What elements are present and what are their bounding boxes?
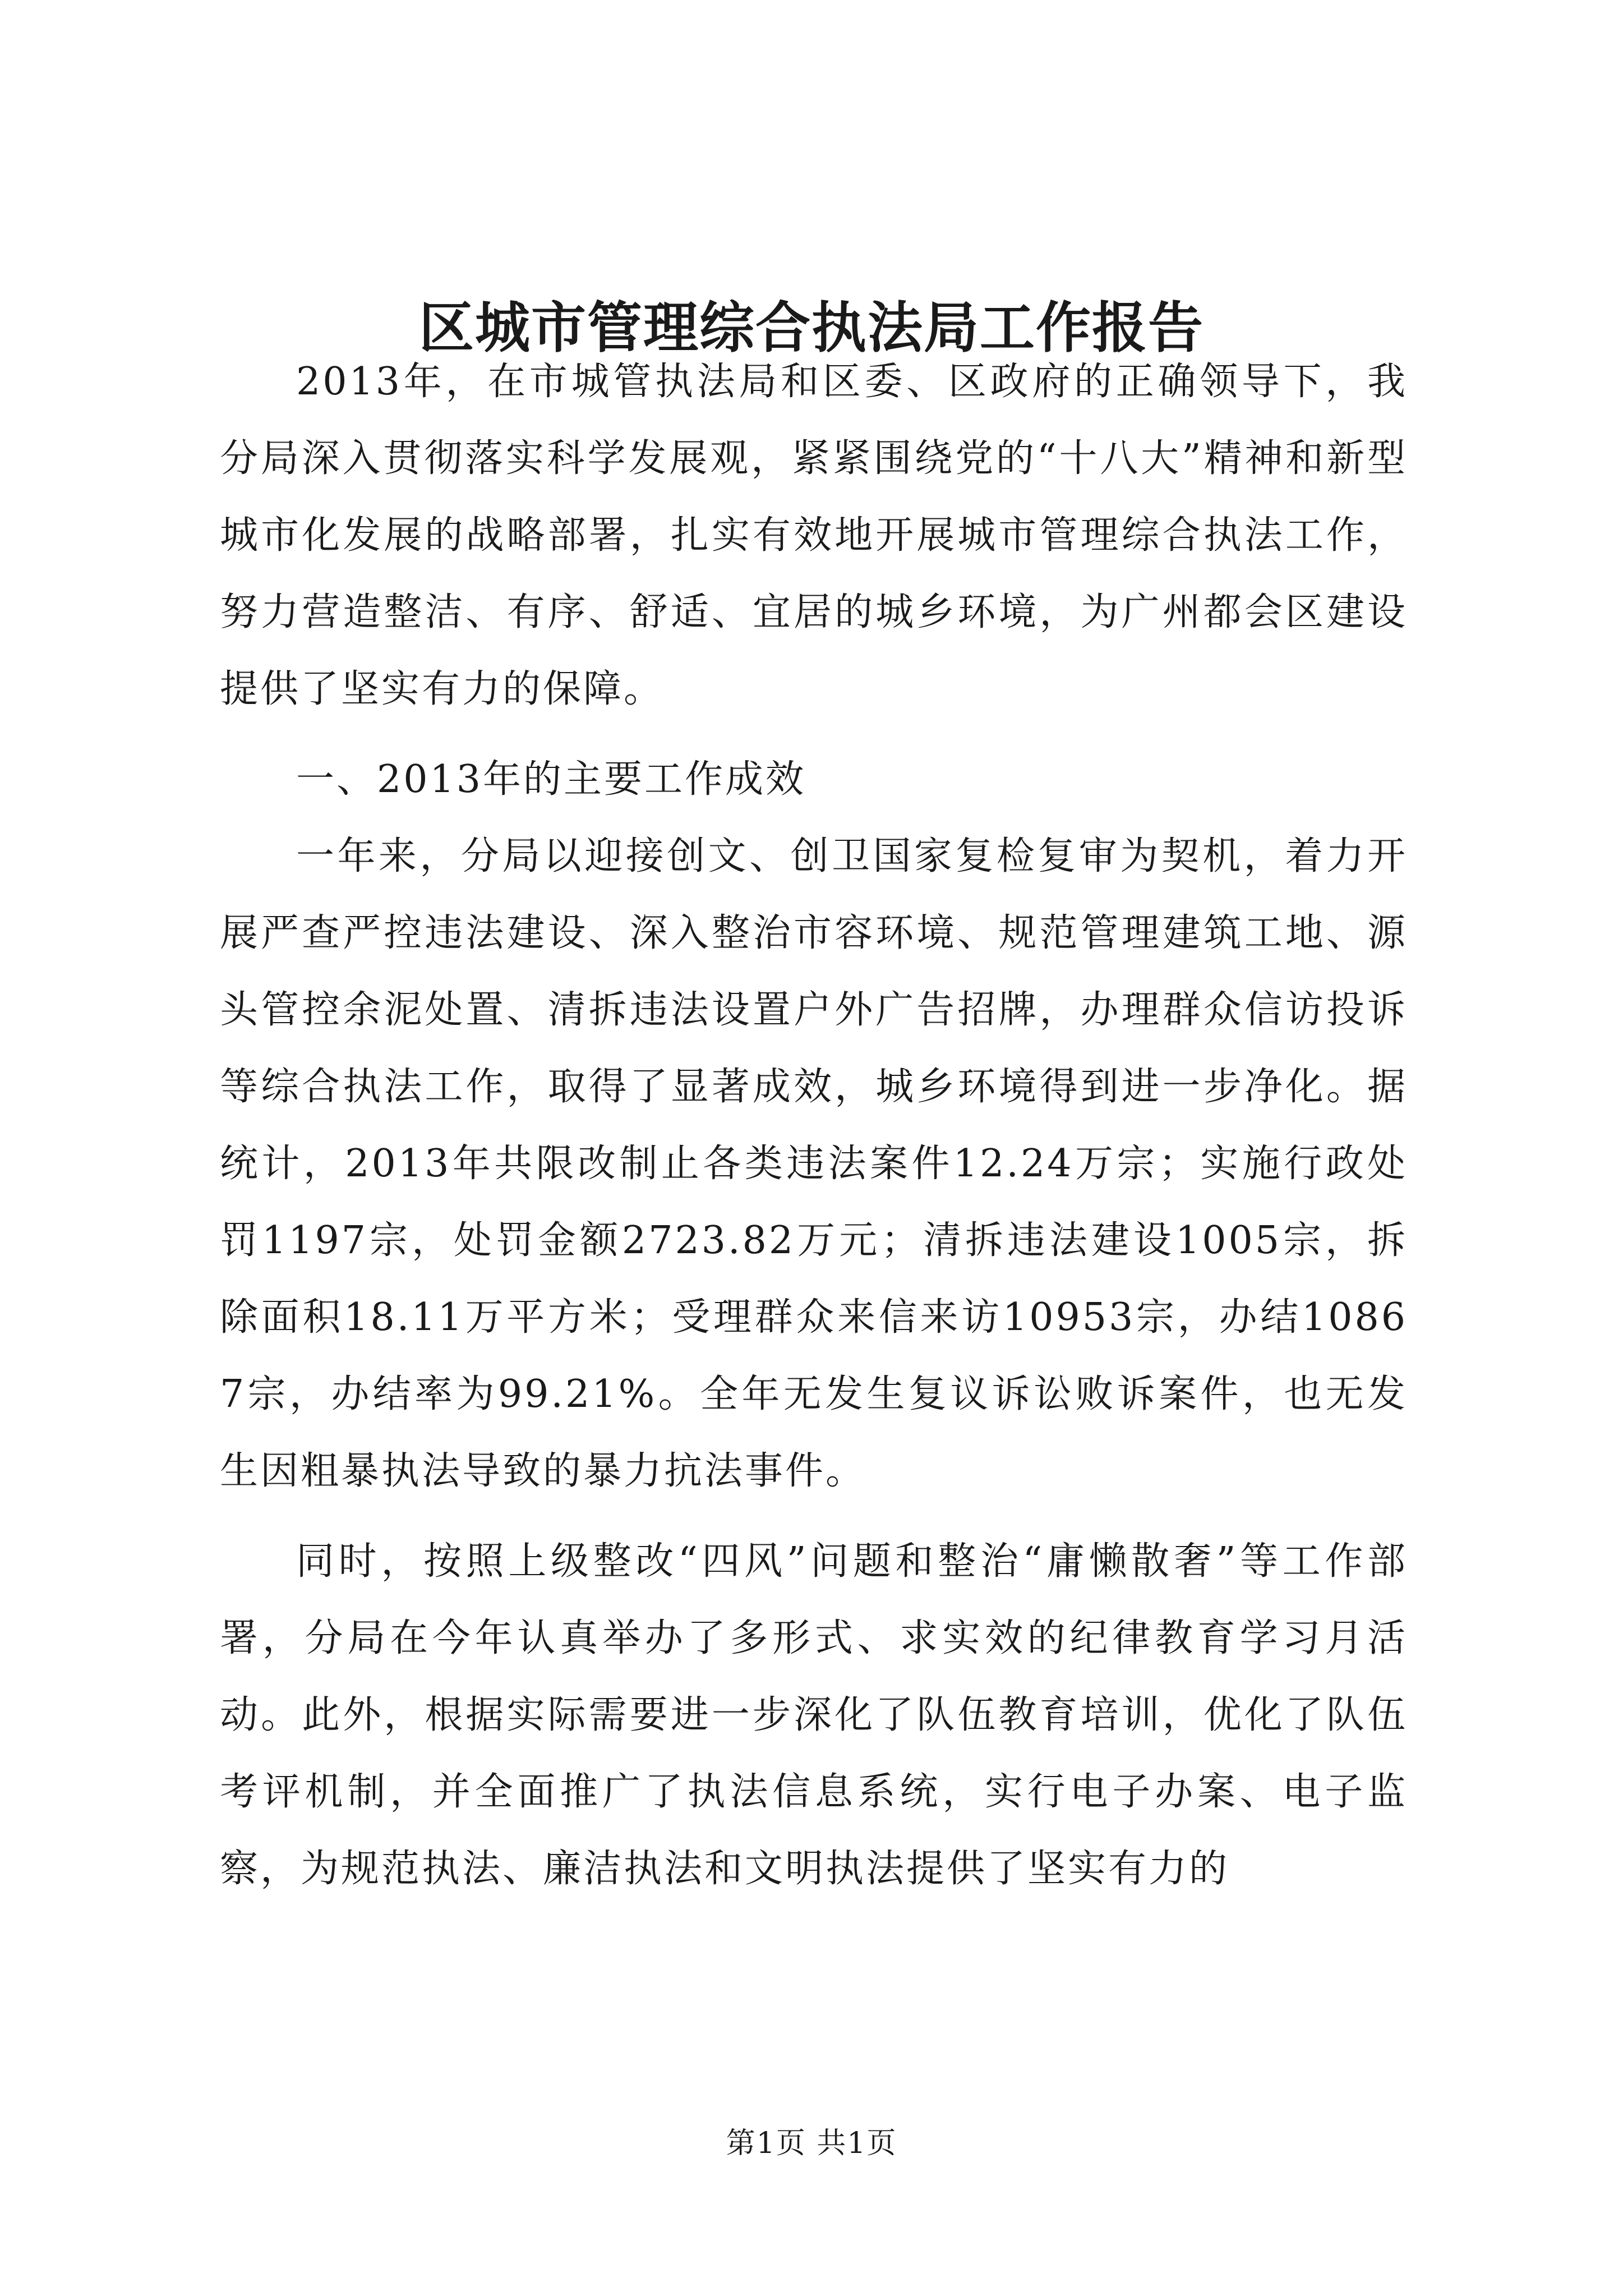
paragraph-achievements: 一年来，分局以迎接创文、创卫国家复检复审为契机，着力开展严查严控违法建设、深入整治市容环境、规范管理建筑工地、源头管控余泥处置、清拆违法设置户外广告招牌，办理群众信访投诉等综合执法工作，取得了显著成效，城乡环境得到进一步净化。据统计，2013年共限改制止各类违法案件12.24万宗；实施行政处罚1197宗，处罚金额2723.82万元；清拆违法建设1005宗，拆除面积18.11万平方米；受理群众来信来访10953宗，办结10867宗，办结率为99.21%。全年无发生复议诉讼败诉案件，也无发生因粗暴执法导致的暴力抗法事件。: [220, 834, 1408, 1493]
document-title: 区城市管理综合执法局工作报告: [418, 296, 1204, 360]
paragraph-intro: 2013年，在市城管执法局和区委、区政府的正确领导下，我分局深入贯彻落实科学发展观，紧紧围绕党的“十八大”精神和新型城市化发展的战略部署，扎实有效地开展城市管理综合执法工作，努力营造整洁、有序、舒适、宜居的城乡环境，为广州都会区建设提供了坚实有力的保障。: [220, 360, 1408, 711]
document-body: [220, 343, 1408, 1907]
page-footer: 第1页 共1页: [726, 2127, 897, 2160]
paragraph-discipline: 同时，按照上级整改“四风”问题和整治“庸懒散奢”等工作部署，分局在今年认真举办了多形式、求实效的纪律教育学习月活动。此外，根据实际需要进一步深化了队伍教育培训，优化了队伍考评机制，并全面推广了执法信息系统，实行电子办案、电子监察，为规范执法、廉洁执法和文明执法提供了坚实有力的: [220, 1539, 1408, 1891]
section-heading: 一、2013年的主要工作成效: [296, 757, 806, 802]
